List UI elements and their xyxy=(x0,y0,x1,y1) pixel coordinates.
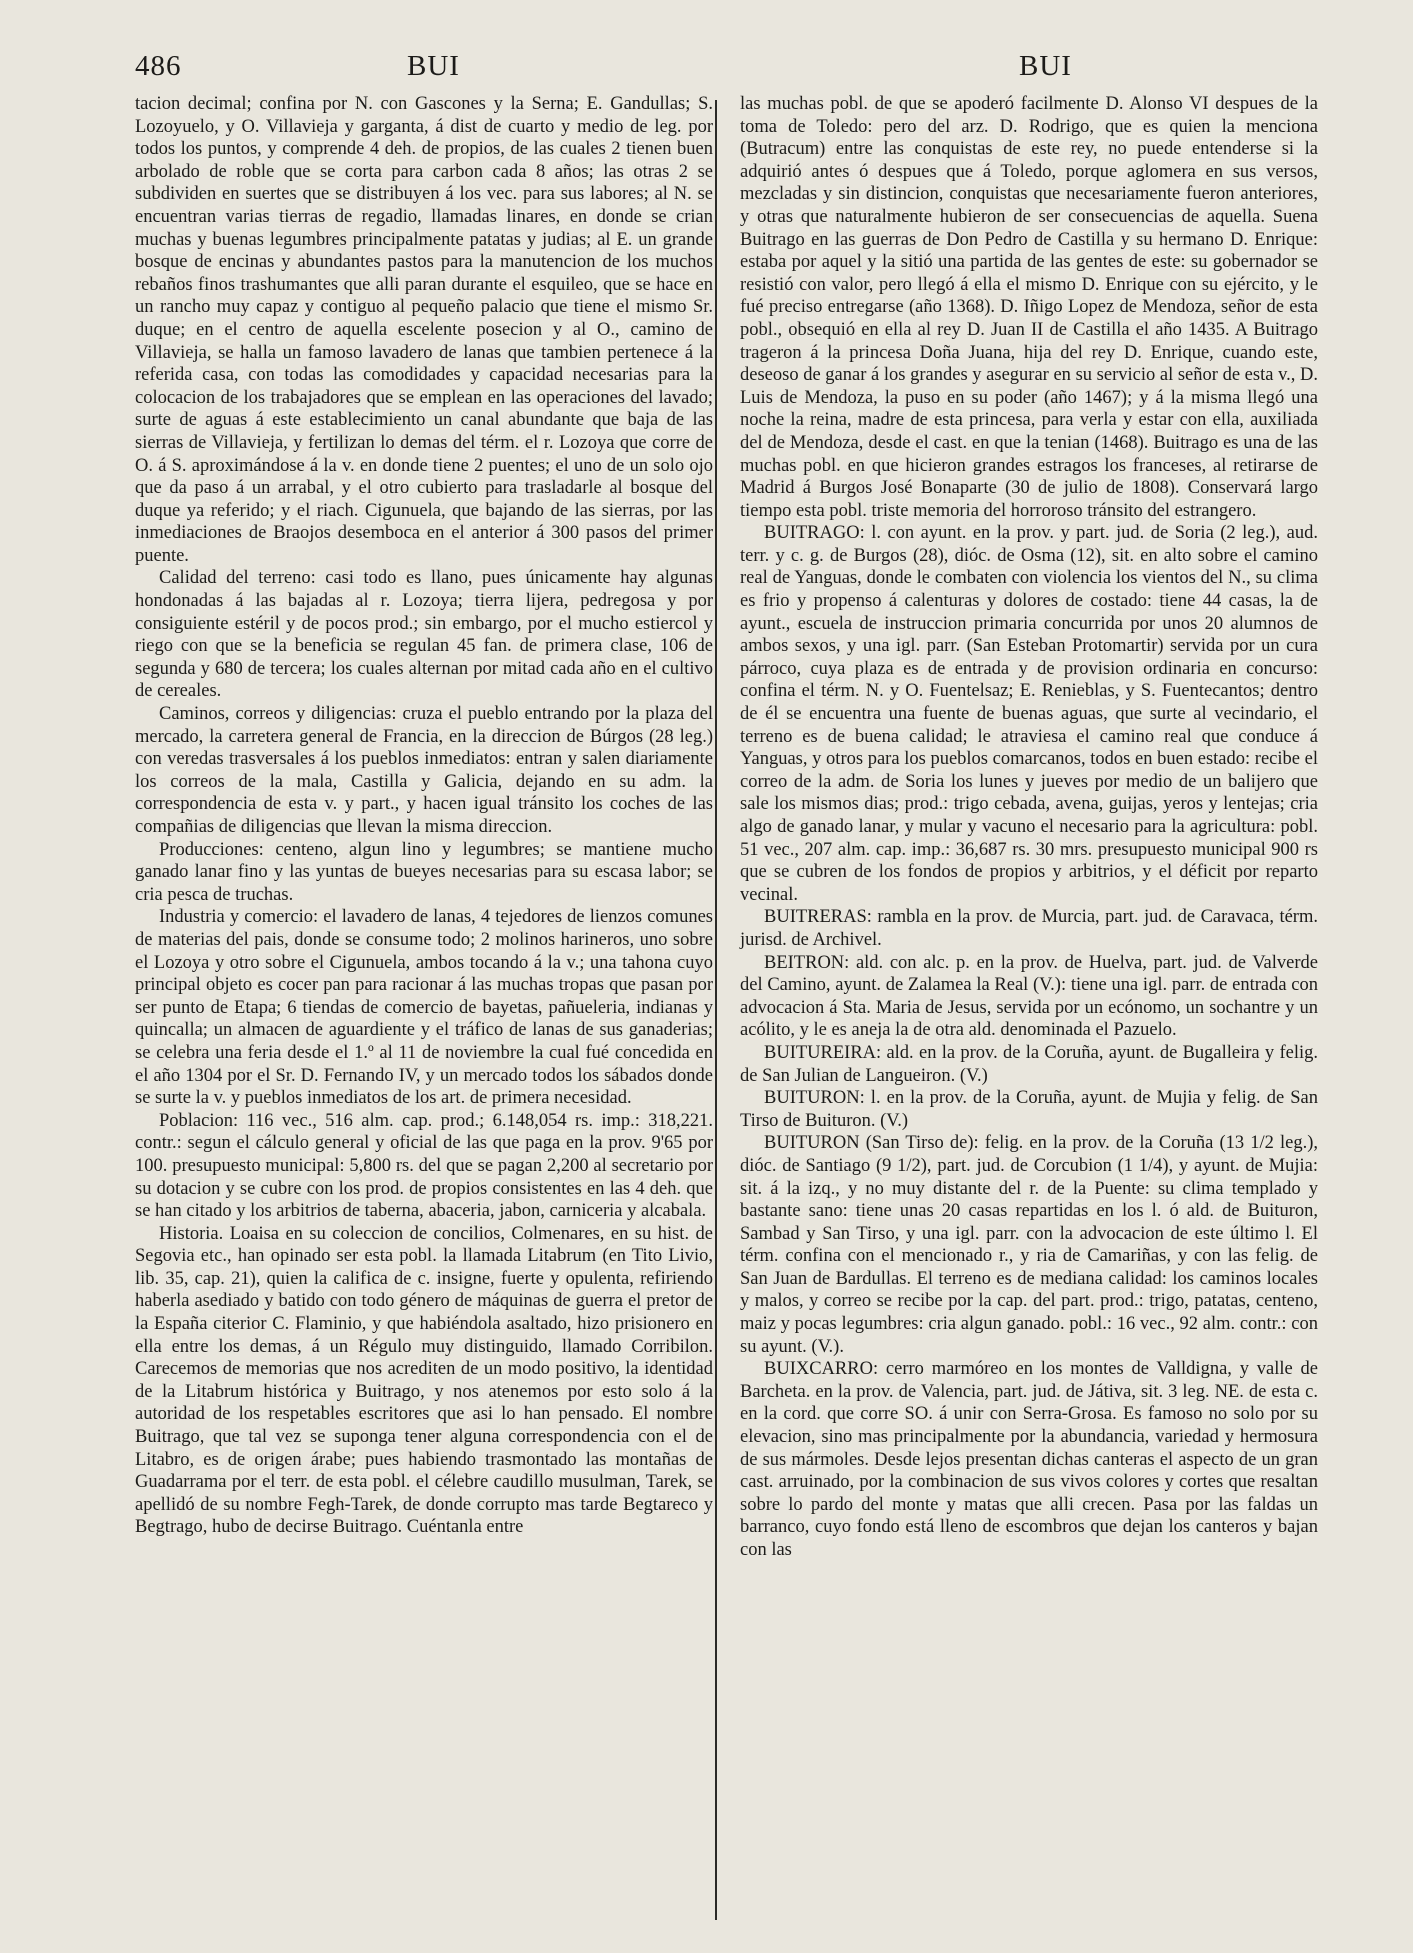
column-divider xyxy=(715,100,717,1920)
paragraph-continuation: tacion decimal; confina por N. con Gascones y la Serna; E. Gandullas; S. Lozoyuelo, y O. Villavieja y garganta, á dist de cuarto y medio de leg. por todos los puntos, y comprende 4 deh. de propios, de las cuales 2 tienen buen arbolado de roble que se corta para carbon cada 8 años; las otras 2 se subdividen en suertes que se distribuyen á los vec. para sus labores; al N. se encuentran varias tierras de regadio, llamadas linares, en donde se crian muchas y buenas legumbres principalmente patatas y judias; al E. un grande bosque de encinas y abundantes pastos para la manutencion de los muchos rebaños finos trashumantes que alli paran durante el esquileo, que se hace en un rancho muy capaz y contiguo al pequeño palacio que tiene el mismo Sr. duque; en el centro de aquella escelente posecion y al O., camino de Villavieja, se halla un famoso lavadero de lanas que tambien pertenece á la referida casa, con todas las comodidades y capacidad necesarias para la colocacion de los trabajadores que se emplean en las operaciones del lavado; surte de aguas á este establecimiento un canal abundante que baja de las sierras de Villavieja, y fertilizan lo demas del térm. el r. Lozoya que corre de O. á S. aproximándose á la v. en donde tiene 2 puentes; el uno de un solo ojo que da paso á un arrabal, y el otro cubierto para trasladarle al bosque del duque ya referido; y el riach. Cigunuela, que bajando de las sierras, por las inmediaciones de Braojos desemboca en el anterior á 300 pasos del primer puente. xyxy=(135,94,713,566)
entry-beitron: BEITRON: ald. con alc. p. en la prov. de Huelva, part. jud. de Valverde del Camino, ayunt. de Zalamea la Real (V.): tiene una igl. parr. de entrada con advocacion á Sta. Maria de Jesus, servida por un ecónomo, un sochantre y un acólito, y le es aneja la de otra ald. denominada el Pazuelo. xyxy=(740,952,1318,1041)
paragraph-producciones: Producciones: centeno, algun lino y legumbres; se mantiene mucho ganado lanar fino y las yuntas de bueyes necesarias para su escasa labor; se cria pesca de truchas. xyxy=(135,839,713,905)
paragraph-calidad-terreno: Calidad del terreno: casi todo es llano, pues únicamente hay algunas hondonadas á las bajadas al r. Lozoya; tierra lijera, pedregosa y por consiguiente estéril y de pocos prod.; sin embargo, por el mucho estiercol y riego con que se la beneficia se regulan 45 fan. de primera clase, 106 de segunda y 680 de tercera; los cuales alternan por mitad cada año en el cultivo de cereales. xyxy=(135,568,713,702)
entry-buituron: BUITURON: l. en la prov. de la Coruña, ayunt. de Mujia y felig. de San Tirso de Buituron. (V.) xyxy=(740,1088,1318,1131)
entry-buixcarro: BUIXCARRO: cerro marmóreo en los montes de Valldigna, y valle de Barcheta. en la prov. de Valencia, part. jud. de Játiva, sit. 3 leg. NE. de esta c. en la cord. que corre SO. á unir con Serra-Grosa. Es famoso no solo por su elevacion, sino mas principalmente por la abundancia, variedad y hermosura de sus mármoles. Desde lejos presentan dichas canteras el aspecto de un gran cast. arruinado, por la combinacion de sus vivos colores y cortes que resaltan sobre lo pardo del monte y matas que alli crecen. Pasa por las faldas un barranco, cuyo fondo está lleno de escombros que dejan los canteros y bajan con las xyxy=(740,1359,1318,1560)
page-header xyxy=(135,50,1335,86)
paragraph-caminos: Caminos, correos y diligencias: cruza el pueblo entrando por la plaza del mercado, la carretera general de Francia, en la direccion de Búrgos (28 leg.) con veredas trasversales á los pueblos inmediatos: entran y salen diariamente los correos de la mala, Castilla y Galicia, dejando en su adm. la correspondencia de esta v. y part., y hacen igual tránsito los coches de las compañias de diligencias que llevan la misma direccion. xyxy=(135,704,713,837)
entry-buitreras: BUITRERAS: rambla en la prov. de Murcia, part. jud. de Caravaca, térm. jurisd. de Archivel. xyxy=(740,907,1318,950)
entry-buitrago: BUITRAGO: l. con ayunt. en la prov. y part. jud. de Soria (2 leg.), aud. terr. y c. g. de Burgos (28), dióc. de Osma (12), sit. en alto sobre el camino real de Yanguas, donde le combaten con violencia los vientos del N., su clima es frio y propenso á calenturas y dolores de costado: tiene 44 casas, la de ayunt., escuela de instruccion primaria concurrida por unos 20 alumnos de ambos sexos, y una igl. parr. (San Esteban Protomartir) servida por un cura párroco, cuya plaza es de entrada y de provision ordinaria en concurso: confina el térm. N. y O. Fuentelsaz; E. Renieblas, y S. Fuentecantos; dentro de él se encuentra una fuente de buenas aguas, que surte al vecindario, el terreno es de buena calidad; le atraviesa el camino real que conduce á Yanguas, y otros para los pueblos comarcanos, todos en buen estado: recibe el correo de la adm. de Soria los lunes y jueves por medio de un balijero que sale los mismos dias; prod.: trigo cebada, avena, guijas, yeros y lentejas; cria algo de ganado lanar, y mular y vacuno el necesario para la agricultura: pobl. 51 vec., 207 alm. cap. imp.: 36,687 rs. 30 mrs. presupuesto municipal 900 rs que se cubren de los fondos de propios y arbitrios, y el déficit por reparto vecinal. xyxy=(740,523,1318,905)
paragraph-historia-continued: las muchas pobl. de que se apoderó facilmente D. Alonso VI despues de la toma de Toledo: pero del arz. D. Rodrigo, que es quien la menciona (Butracum) entre las conquistas de este rey, no puede entenderse si la adquirió antes ó despues que á Toledo, porque aglomera en sus versos, mezcladas y sin distincion, conquistas que necesariamente fueron anteriores, y otras que naturalmente hubieron de ser consecuencias de aquella. Suena Buitrago en las guerras de Don Pedro de Castilla y su hermano D. Enrique: estaba por aquel y la sitió una partida de las gentes de este: su gobernador se resistió con valor, pero llegó á ella el mismo D. Enrique con su ejército, y le fué preciso entregarse (año 1368). D. Iñigo Lopez de Mendoza, señor de esta pobl., obsequió en ella al rey D. Juan II de Castilla el año 1435. A Buitrago trageron á la princesa Doña Juana, hija del rey D. Enrique, cuando este, deseoso de ganar á los grandes y asegurar en su servicio al señor de esta v., D. Luis de Mendoza, la puso en su poder (año 1467); y á la misma llegó una noche la reina, madre de esta princesa, para verla y estar con ella, auxiliada del de Mendoza, desde el cast. en que la tenian (1468). Buitrago es una de las muchas pobl. en que hicieron grandes estragos los franceses, al retirarse de Madrid á Burgos José Bonaparte (30 de julio de 1808). Conservará largo tiempo esta pobl. triste memoria del horroroso tránsito del estrangero. xyxy=(740,94,1318,521)
running-head-right: BUI xyxy=(1019,50,1072,82)
page-number: 486 xyxy=(135,50,182,82)
entry-buitureira: BUITUREIRA: ald. en la prov. de la Coruña, ayunt. de Bugalleira y felig. de San Julian de Langueiron. (V.) xyxy=(740,1042,1318,1086)
entry-buituron-san-tirso: BUITURON (San Tirso de): felig. en la prov. de la Coruña (13 1/2 leg.), dióc. de Santiago (9 1/2), part. jud. de Corcubion (1 1/4), y ayunt. de Mujia: sit. á la izq., y no muy distante del r. de la Puente: su clima templado y bastante sano: tiene unas 20 casas repartidas en los l. ó ald. de Buituron, Sambad y San Tirso, y una igl. parr. con la advocacion de este último l. El térm. confina con el mencionado r., y ria de Camariñas, y con las felig. de San Juan de Bardullas. El terreno es de mediana calidad: los caminos locales y malos, y correo se recibe por la cap. del part. prod.: trigo, patatas, centeno, maiz y pocas legumbres: cria algun ganado. pobl.: 16 vec., 92 alm. contr.: con su ayunt. (V.). xyxy=(740,1133,1318,1357)
right-column xyxy=(740,93,1318,1562)
paragraph-poblacion: Poblacion: 116 vec., 516 alm. cap. prod.; 6.148,054 rs. imp.: 318,221. contr.: segun el cálculo general y oficial de las que paga en la prov. 9'65 por 100. presupuesto municipal: 5,800 rs. del que se pagan 2,200 al secretario por su dotacion y se cubre con los prod. de propios consistentes en las 4 deh. que se han citado y los arbitrios de taberna, abaceria, jabon, carniceria y alcabala. xyxy=(135,1110,713,1222)
left-column xyxy=(135,93,713,1539)
paragraph-historia: Historia. Loaisa en su coleccion de concilios, Colmenares, en su hist. de Segovia etc., han opinado ser esta pobl. la llamada Litabrum (en Tito Livio, lib. 35, cap. 21), quien la califica de c. insigne, fuerte y opulenta, refiriendo haberla asediado y batido con todo género de máquinas de guerra el pretor de la España citerior C. Flaminio, y que habiéndola asaltado, hizo prisionero en ella entre los demas, á un Régulo muy distinguido, llamado Corribilon. Carecemos de memorias que nos acrediten de un modo positivo, la identidad de la Litabrum histórica y Buitrago, y nos atenemos por esto solo á la autoridad de los respetables escritores que asi lo han pensado. El nombre Buitrago, que tal vez se suponga tener alguna correspondencia con el de Litabro, es de origen árabe; pues habiendo trasmontado las montañas de Guadarrama por el terr. de esta pobl. el célebre caudillo musulman, Tarek, se apellidó de su nombre Fegh-Tarek, de donde corrupto mas tarde Begtareco y Begtrago, hubo de decirse Buitrago. Cuéntanla entre xyxy=(135,1223,713,1538)
running-head-left: BUI xyxy=(407,50,460,82)
paragraph-industria: Industria y comercio: el lavadero de lanas, 4 tejedores de lienzos comunes de materias del pais, donde se consume todo; 2 molinos harineros, uno sobre el Lozoya y otro sobre el Cigunuela, ambos tocando á la v.; una tahona cuyo principal objeto es cocer pan para racionar á las muchas tropas que pasan por ser punto de Etapa; 6 tiendas de comercio de bayetas, pañueleria, indianas y quincalla; un almacen de aguardiente y el tráfico de lanas de sus ganaderias; se celebra una feria desde el 1.º al 11 de noviembre la cual fué concedida en el año 1304 por el Sr. D. Fernando IV, y un mercado todos los sábados donde se surte la v. y pueblos inmediatos de los art. de primera necesidad. xyxy=(135,907,713,1109)
